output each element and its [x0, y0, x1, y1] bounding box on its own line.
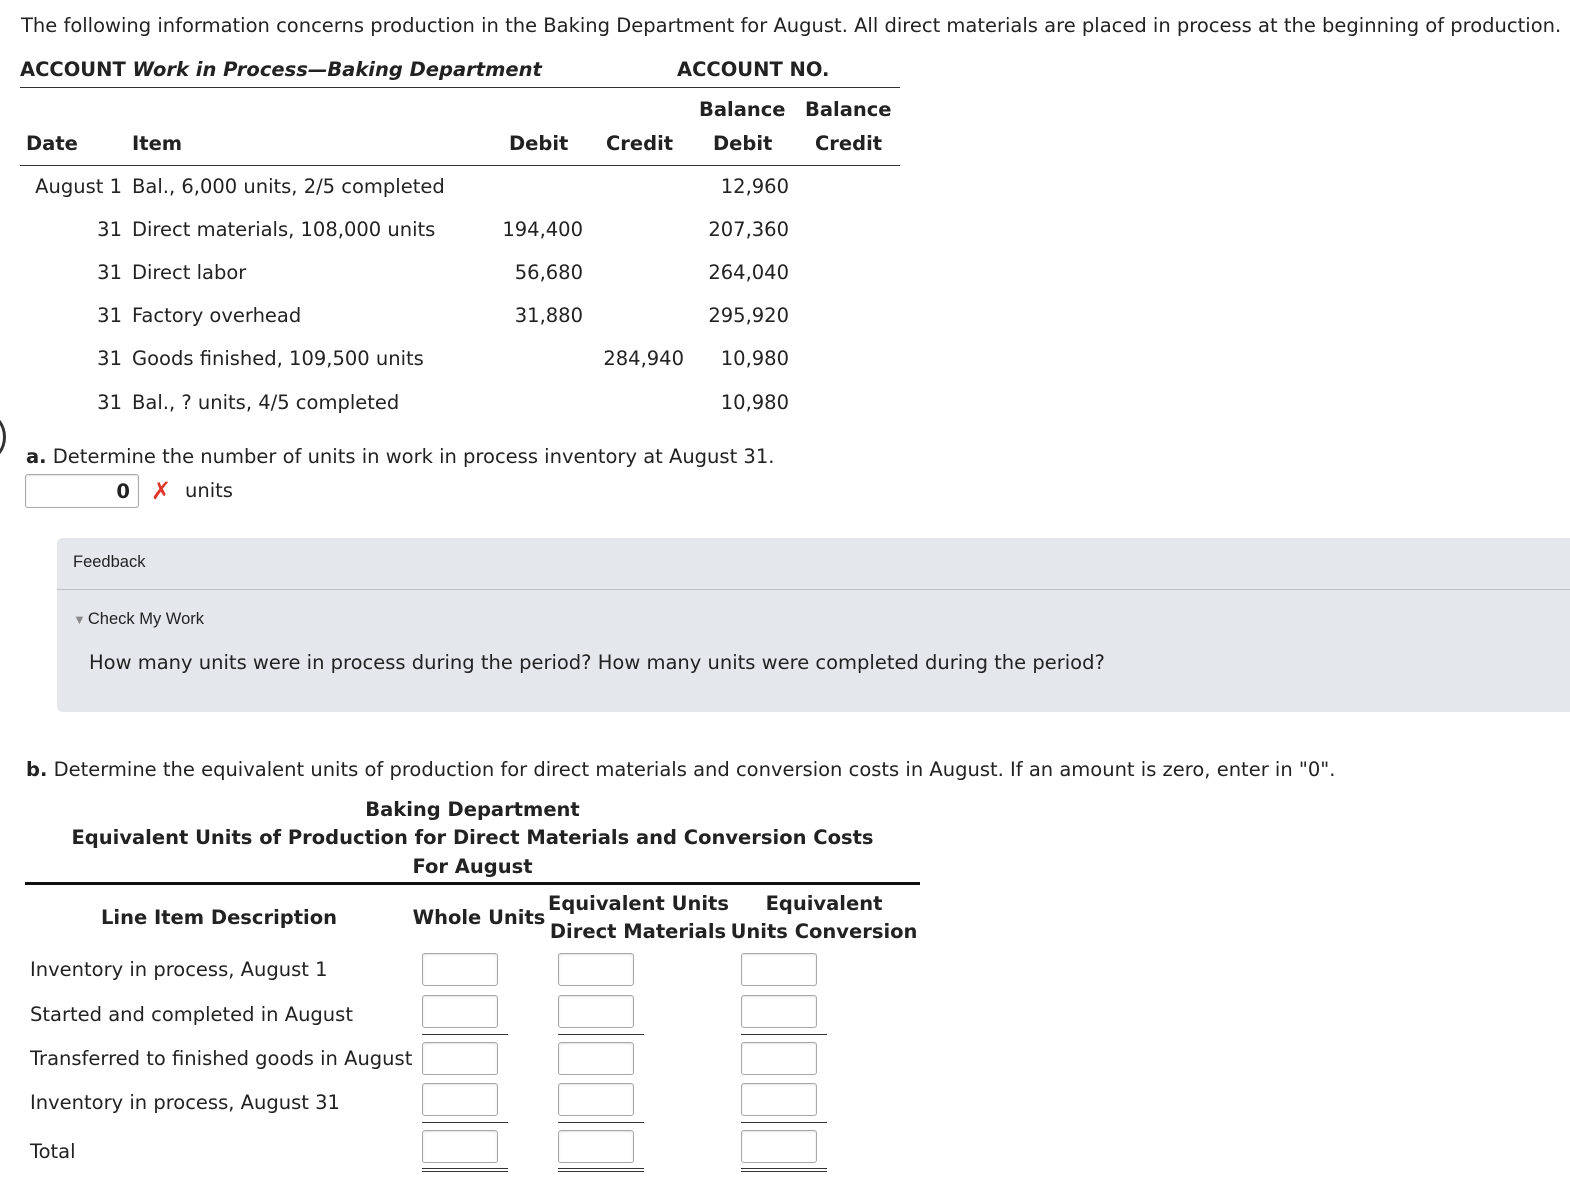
report-title-main: Equivalent Units of Production for Direct Materials and Conversion Costs [71, 826, 874, 849]
account-name: Work in Process—Baking Department [132, 58, 542, 81]
feedback-panel [57, 538, 1570, 712]
eq-dm-total-input[interactable] [558, 1130, 634, 1163]
ledger-item: Bal., 6,000 units, 2/5 completed [132, 175, 445, 198]
eq-conversion-total-input[interactable] [741, 1130, 817, 1163]
ledger-credit: 284,940 [603, 347, 684, 370]
whole-units-total-input[interactable] [422, 1130, 498, 1163]
account-title [20, 58, 542, 81]
units-answer-input[interactable] [25, 474, 139, 508]
subtotal-underline [741, 1034, 827, 1035]
ledger-item: Direct materials, 108,000 units [132, 218, 436, 241]
col-eq-dm-line1: Equivalent Units [548, 892, 729, 915]
row-label-transferred: Transferred to finished goods in August [30, 1047, 413, 1070]
question-a [26, 445, 774, 468]
ledger-column-headers [20, 88, 900, 166]
check-my-work-toggle[interactable] [73, 610, 204, 629]
whole-units-input[interactable] [422, 1083, 498, 1116]
row-label-total: Total [30, 1140, 76, 1163]
ledger-debit: 194,400 [502, 218, 583, 241]
units-label: units [185, 479, 233, 502]
whole-units-input[interactable] [422, 1042, 498, 1075]
col-balance-2: Balance [805, 98, 892, 121]
ledger-balance-debit: 12,960 [720, 175, 789, 198]
question-marker-icon [0, 414, 6, 460]
triangle-down-icon: ▼ [73, 612, 86, 627]
eq-dm-input[interactable] [558, 995, 634, 1028]
eq-conversion-input[interactable] [741, 1083, 817, 1116]
col-eq-dm-line2: Direct Materials [549, 920, 727, 943]
eq-dm-input[interactable] [558, 1083, 634, 1116]
ledger-item: Goods finished, 109,500 units [132, 347, 424, 370]
ledger-row [20, 175, 900, 205]
intro-text: The following information concerns production in the Baking Department for August. All direct materials are placed in process at the beginning of production. [21, 14, 1562, 37]
eq-conversion-input[interactable] [741, 1042, 817, 1075]
feedback-title: Feedback [73, 553, 146, 571]
question-a-text: Determine the number of units in work in process inventory at August 31. [52, 445, 775, 468]
col-eq-conversion-line2: Units Conversion [730, 920, 918, 943]
col-date: Date [26, 132, 78, 155]
col-whole-units: Whole Units [412, 906, 546, 929]
col-balance-credit: Credit [815, 132, 883, 155]
ledger-date: 31 [97, 261, 122, 284]
col-debit: Debit [509, 132, 569, 155]
ledger-row [20, 261, 900, 291]
question-b-text: Determine the equivalent units of production for direct materials and conversion costs in August. If an amount is zero, enter in "0". [53, 758, 1336, 781]
col-line-item-description: Line Item Description [100, 906, 338, 929]
subtotal-underline [422, 1122, 508, 1123]
question-a-letter: a. [26, 445, 47, 468]
report-title-dept: Baking Department [365, 798, 580, 821]
total-double-underline [422, 1168, 508, 1172]
account-number-label: ACCOUNT NO. [677, 58, 830, 81]
ledger-item: Factory overhead [132, 304, 302, 327]
ledger-date: 31 [97, 218, 122, 241]
ledger-date: 31 [97, 347, 122, 370]
col-balance-debit: Debit [713, 132, 773, 155]
col-eq-conversion [730, 890, 918, 946]
subtotal-underline [741, 1122, 827, 1123]
report-title-period: For August [412, 855, 533, 878]
ledger-balance-debit: 10,980 [720, 347, 789, 370]
ledger-row [20, 218, 900, 248]
ledger-debit: 56,680 [514, 261, 583, 284]
eq-dm-input[interactable] [558, 953, 634, 986]
feedback-divider [57, 589, 1570, 590]
ledger-balance-debit: 295,920 [708, 304, 789, 327]
feedback-hint: How many units were in process during the period? How many units were completed during the period? [89, 651, 1105, 674]
whole-units-input[interactable] [422, 953, 498, 986]
ledger-date: 31 [97, 391, 122, 414]
ledger-row [20, 304, 900, 334]
col-balance-1: Balance [699, 98, 786, 121]
subtotal-underline [422, 1034, 508, 1035]
account-header [20, 58, 900, 88]
eq-conversion-input[interactable] [741, 953, 817, 986]
check-my-work-label: Check My Work [87, 610, 205, 628]
report-title-rule [25, 882, 920, 885]
subtotal-underline [558, 1034, 644, 1035]
eq-conversion-input[interactable] [741, 995, 817, 1028]
ledger-item: Bal., ? units, 4/5 completed [132, 391, 400, 414]
row-label-started-completed: Started and completed in August [30, 1003, 353, 1026]
ledger-row [20, 347, 900, 377]
total-double-underline [558, 1168, 644, 1172]
col-eq-dm [548, 890, 728, 946]
row-label-inventory-aug1: Inventory in process, August 1 [30, 958, 328, 981]
question-b-letter: b. [26, 758, 48, 781]
ledger-date: August 1 [35, 175, 122, 198]
col-eq-conversion-line1: Equivalent [765, 892, 883, 915]
eq-dm-input[interactable] [558, 1042, 634, 1075]
col-item: Item [132, 132, 183, 155]
incorrect-x-icon: ✗ [151, 477, 172, 505]
ledger-balance-debit: 10,980 [720, 391, 789, 414]
ledger-balance-debit: 207,360 [708, 218, 789, 241]
ledger-date: 31 [97, 304, 122, 327]
ledger-item: Direct labor [132, 261, 247, 284]
ledger-row [20, 391, 900, 421]
row-label-inventory-aug31: Inventory in process, August 31 [30, 1091, 340, 1114]
whole-units-input[interactable] [422, 995, 498, 1028]
total-double-underline [741, 1168, 827, 1172]
ledger-balance-debit: 264,040 [708, 261, 789, 284]
ledger-debit: 31,880 [514, 304, 583, 327]
subtotal-underline [558, 1122, 644, 1123]
col-credit: Credit [606, 132, 674, 155]
question-b [26, 758, 1335, 781]
account-label: ACCOUNT [20, 58, 126, 81]
